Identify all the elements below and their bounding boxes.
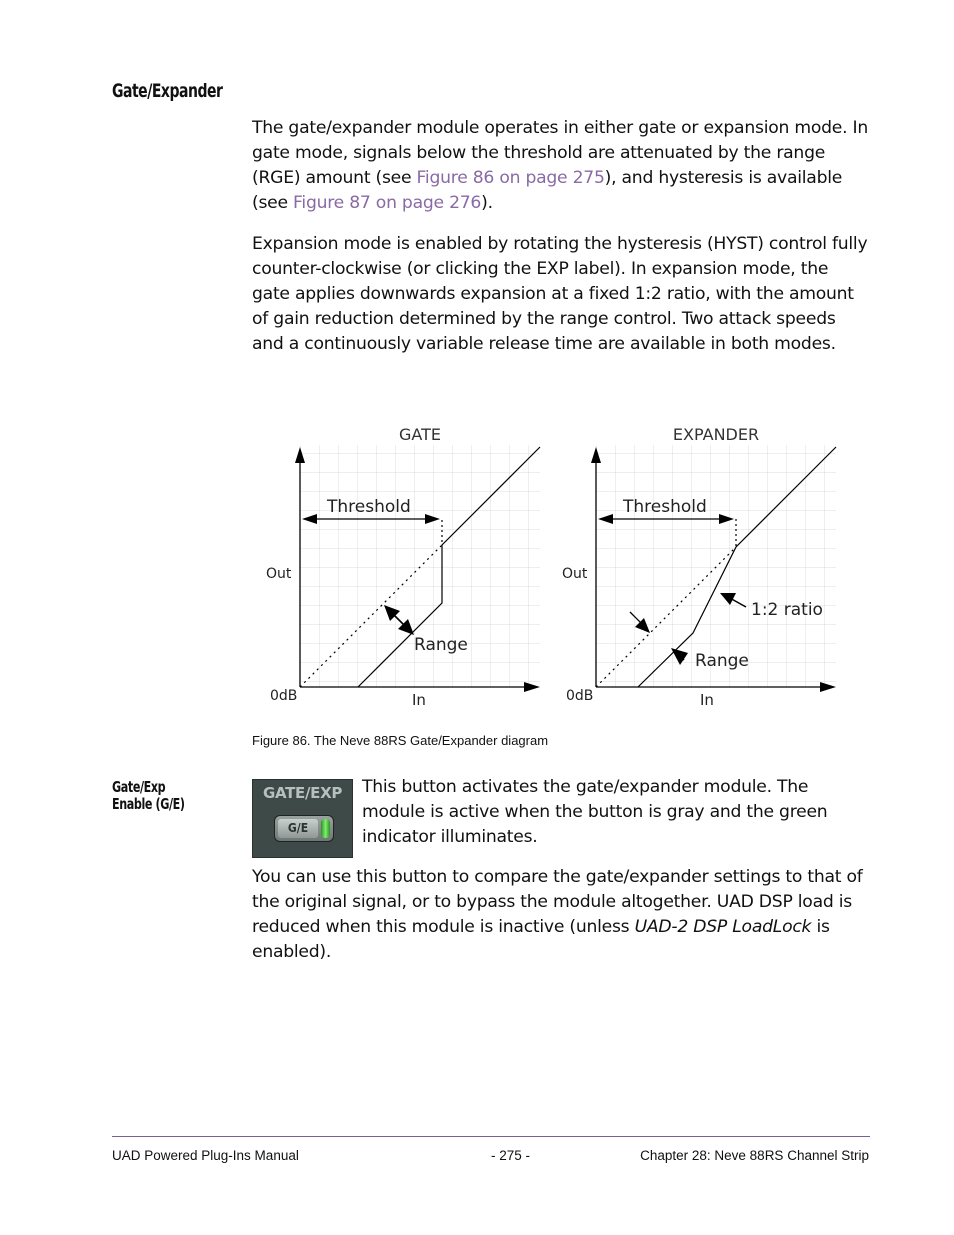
intro-paragraph-2: Expansion mode is enabled by rotating the hysteresis (HYST) control fully counter-clockwise (or clicking the EXP label). In expansion mode, the gate applies downwards expansion at a fixed 1:2 ratio, with the amount of gain reduction determined by the range control. Two attack speeds and a continuously variable release time are available in both modes. [252, 234, 868, 354]
gate-out-label: Out [266, 566, 292, 582]
footer-rule [112, 1136, 870, 1137]
figure-caption: Figure 86. The Neve 88RS Gate/Expander diagram [252, 733, 549, 748]
figure-87-link[interactable]: Figure 87 on page 276 [293, 193, 482, 213]
section-heading: Gate/Expander [112, 80, 223, 102]
gate-zero-label: 0dB [270, 688, 298, 704]
gate-exp-image-title: GATE/EXP [262, 784, 343, 802]
expander-zero-label: 0dB [566, 688, 594, 704]
gate-threshold-label: Threshold [327, 497, 411, 517]
loadlock-term: UAD-2 DSP LoadLock [634, 917, 812, 937]
expander-ratio-label: 1:2 ratio [751, 600, 823, 620]
expander-threshold-label: Threshold [623, 497, 707, 517]
gate-plot [266, 425, 540, 709]
green-indicator-icon [321, 819, 330, 838]
gate-title: GATE [399, 425, 441, 444]
footer-page-number: - 275 - [491, 1148, 531, 1163]
gate-range-label: Range [414, 635, 468, 655]
footer-chapter: Chapter 28: Neve 88RS Channel Strip [640, 1148, 869, 1163]
expander-in-label: In [700, 691, 714, 709]
footer-manual-title: UAD Powered Plug-Ins Manual [112, 1148, 299, 1163]
gate-exp-button-image [252, 779, 353, 858]
enable-text-b: is enabled). [252, 917, 830, 962]
ge-button [274, 815, 334, 842]
expander-out-label: Out [562, 566, 588, 582]
intro-text-b: ), and hysteresis is available (see [252, 168, 843, 213]
enable-heading-line2: Enable (G/E) [112, 794, 185, 813]
enable-text-a: You can use this button to compare the gate/expander settings to that of the original signal, or to bypass the module altogether. UAD DSP load is reduced when this module is inactive (unless [252, 867, 863, 937]
gate-in-label: In [412, 691, 426, 709]
figure-86-link[interactable]: Figure 86 on page 275 [416, 168, 605, 188]
ge-button-label: G/E [278, 819, 318, 838]
intro-paragraph-1 [252, 116, 870, 216]
expander-title: EXPANDER [672, 425, 760, 444]
enable-paragraph-1: This button activates the gate/expander module. The module is active when the button is gray and the green indicator illuminates. [362, 777, 828, 847]
intro-text-a: The gate/expander module operates in either gate or expansion mode. In gate mode, signals below the threshold are attenuated by the range (RGE) amount (see [252, 118, 868, 188]
enable-heading [112, 779, 185, 812]
expander-plot [562, 425, 836, 709]
enable-paragraph-2 [252, 865, 870, 965]
expander-range-label: Range [695, 651, 749, 671]
enable-heading-line1: Gate/Exp [112, 778, 166, 796]
intro-text-c: ). [481, 193, 493, 213]
gate-expander-diagram [262, 415, 842, 720]
